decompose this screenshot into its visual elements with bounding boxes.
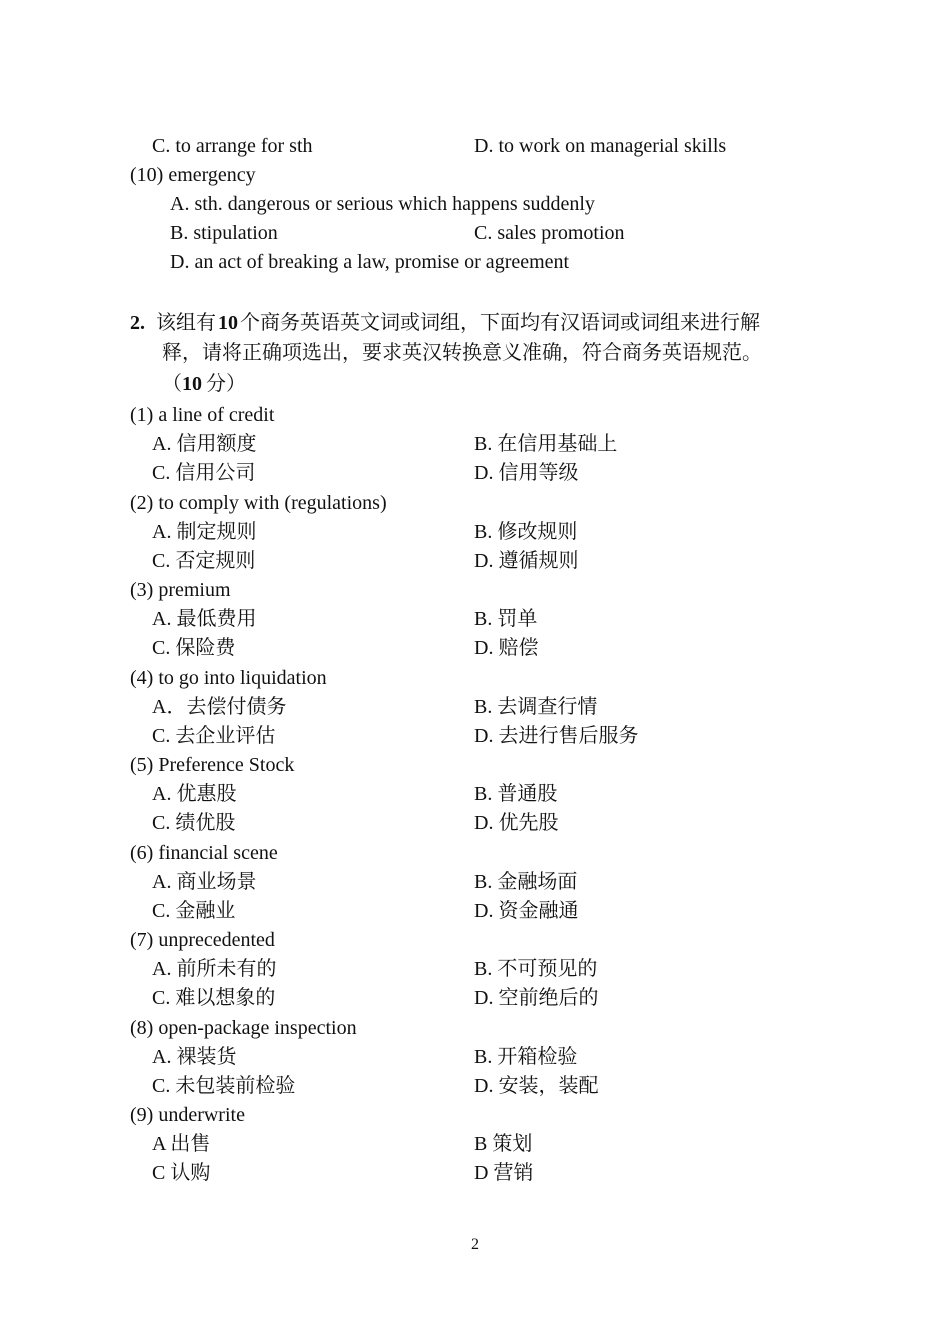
option-c: C. 保险费 <box>152 637 236 659</box>
page-number: 2 <box>471 1236 479 1253</box>
option-d: D. 优先股 <box>474 812 559 834</box>
option-a: A. 裸装货 <box>152 1046 237 1068</box>
section-text-pre: 该组有 <box>156 312 216 334</box>
option-d: D. 安装，装配 <box>474 1075 599 1097</box>
section-text-post: 个商务英语英文词或词组，下面均有汉语词或词组来进行解 <box>240 312 760 334</box>
option-c: C. sales promotion <box>474 222 625 244</box>
question-prompt: (6) financial scene <box>130 842 278 864</box>
option-b: B. 修改规则 <box>474 521 578 543</box>
question-prompt: (9) underwrite <box>130 1104 245 1126</box>
option-c: C. 去企业评估 <box>152 725 276 747</box>
option-a: A. sth. dangerous or serious which happens suddenly <box>170 193 595 215</box>
option-a: A. 优惠股 <box>152 783 237 805</box>
option-d: D. 赔偿 <box>474 637 539 659</box>
section-score: （10 分） <box>162 373 246 395</box>
option-c: C. to arrange for sth <box>152 135 313 157</box>
option-a: A. 商业场景 <box>152 871 257 893</box>
question-prompt: (2) to comply with (regulations) <box>130 492 387 514</box>
question-prompt: (3) premium <box>130 579 231 601</box>
option-c: C. 信用公司 <box>152 462 256 484</box>
question-prompt: (7) unprecedented <box>130 929 275 951</box>
option-a: A．去偿付债务 <box>152 696 287 718</box>
option-c: C. 未包装前检验 <box>152 1075 296 1097</box>
question-prompt: (1) a line of credit <box>130 404 275 426</box>
option-d: D. 去进行售后服务 <box>474 725 639 747</box>
option-a: A 出售 <box>152 1133 211 1155</box>
option-b: B. 去调查行情 <box>474 696 598 718</box>
option-d: D. 空前绝后的 <box>474 987 599 1009</box>
option-b: B 策划 <box>474 1133 533 1155</box>
option-b: B. 开箱检验 <box>474 1046 578 1068</box>
option-d: D. 信用等级 <box>474 462 579 484</box>
question-prompt: (4) to go into liquidation <box>130 667 327 689</box>
option-b: B. 在信用基础上 <box>474 433 618 455</box>
option-d: D. an act of breaking a law, promise or agreement <box>170 251 570 273</box>
section-text-line2: 释，请将正确项选出，要求英汉转换意义准确，符合商务英语规范。 <box>162 342 762 364</box>
option-d: D. to work on managerial skills <box>474 135 727 157</box>
option-b: B. 普通股 <box>474 783 558 805</box>
option-a: A. 最低费用 <box>152 608 257 630</box>
option-a: A. 制定规则 <box>152 521 257 543</box>
option-d: D 营销 <box>474 1162 534 1184</box>
question-prompt: (8) open-package inspection <box>130 1017 357 1039</box>
option-c: C 认购 <box>152 1162 211 1184</box>
option-c: C. 难以想象的 <box>152 987 276 1009</box>
question-prompt: (10) emergency <box>130 164 256 186</box>
option-b: B. 不可预见的 <box>474 958 598 980</box>
option-a: A. 前所未有的 <box>152 958 277 980</box>
score-value: 10 <box>182 373 202 395</box>
option-c: C. 绩优股 <box>152 812 236 834</box>
option-d: D. 资金融通 <box>474 900 579 922</box>
option-a: A. 信用额度 <box>152 433 257 455</box>
option-b: B. 金融场面 <box>474 871 578 893</box>
section-number: 2. <box>130 312 145 334</box>
option-c: C. 金融业 <box>152 900 236 922</box>
option-b: B. stipulation <box>170 222 278 244</box>
option-d: D. 遵循规则 <box>474 550 579 572</box>
option-c: C. 否定规则 <box>152 550 256 572</box>
section-heading <box>130 311 760 335</box>
section-count: 10 <box>218 312 238 334</box>
question-prompt: (5) Preference Stock <box>130 754 295 776</box>
option-b: B. 罚单 <box>474 608 538 630</box>
